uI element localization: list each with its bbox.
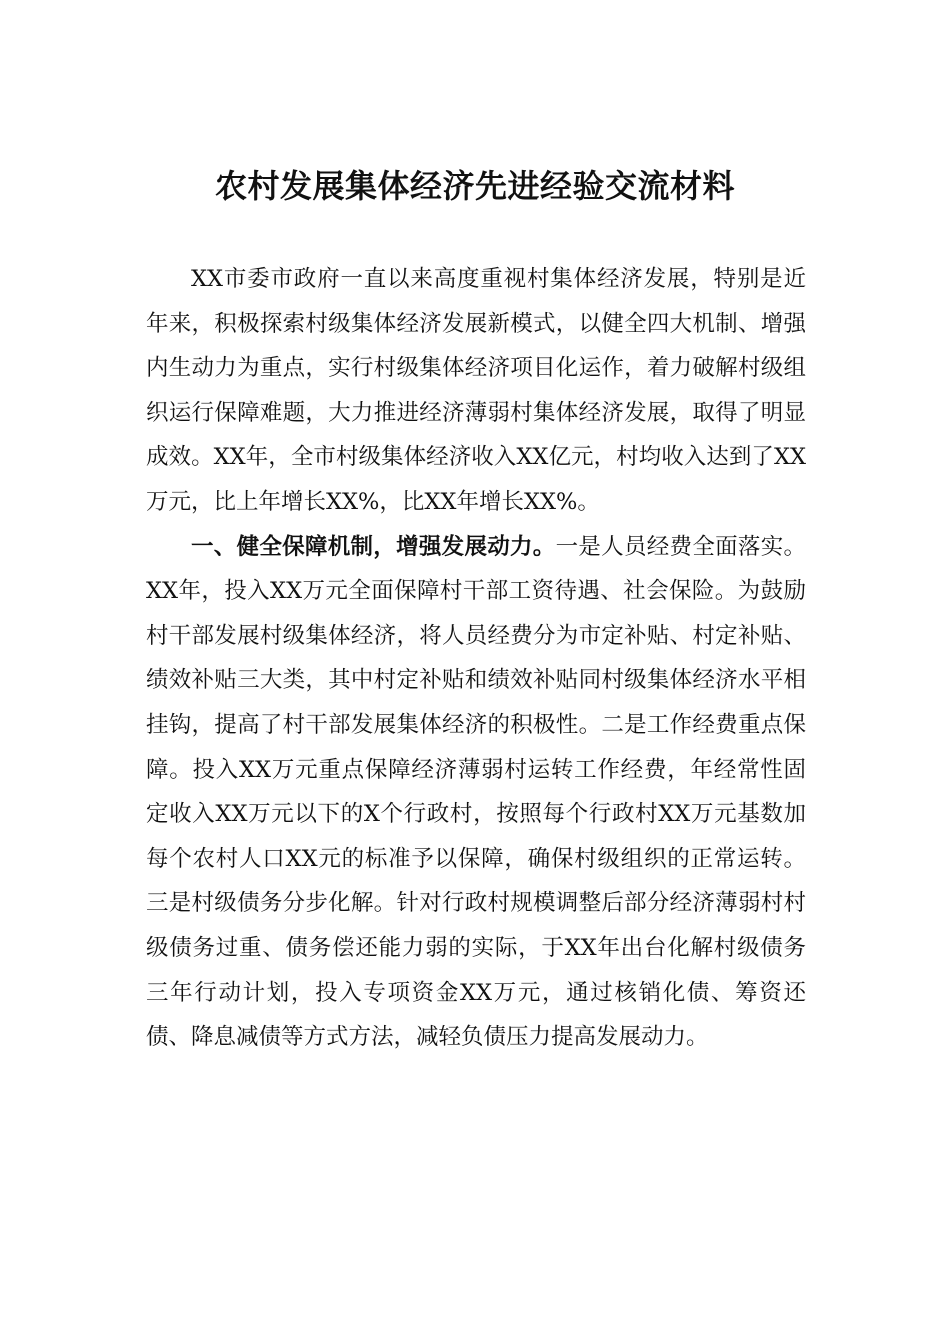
document-body [146, 257, 806, 1060]
document-title: 农村发展集体经济先进经验交流材料 [214, 167, 735, 205]
section-one-text: 一是人员经费全面落实。XX年，投入XX万元全面保障村干部工资待遇、社会保险。为鼓励村干部发展村级集体经济，将人员经费分为市定补贴、村定补贴、绩效补贴三大类，其中村定补贴和绩效补贴同村级集体经济水平相挂钩，提高了村干部发展集体经济的积极性。二是工作经费重点保障。投入XX万元重点保障经济薄弱村运转工作经费，年经常性固定收入XX万元以下的X个行政村，按照每个行政村XX万元基数加每个农村人口XX元的标准予以保障，确保村级组织的正常运转。三是村级债务分步化解。针对行政村规模调整后部分经济薄弱村村级债务过重、债务偿还能力弱的实际，于XX年出台化解村级债务三年行动计划，投入专项资金XX万元，通过核销化债、筹资还债、降息减债等方式方法，减轻负债压力提高发展动力。 [146, 533, 806, 1051]
intro-paragraph: XX市委市政府一直以来高度重视村集体经济发展，特别是近年来，积极探索村级集体经济发展新模式，以健全四大机制、增强内生动力为重点，实行村级集体经济项目化运作，着力破解村级组织运行保障难题，大力推进经济薄弱村集体经济发展，取得了明显成效。XX年，全市村级集体经济收入XX亿元，村均收入达到了XX万元，比上年增长XX%，比XX年增长XX%。 [146, 266, 806, 515]
section-one-heading: 一、健全保障机制，增强发展动力。 [191, 533, 556, 560]
section-one-paragraph [146, 525, 806, 1060]
